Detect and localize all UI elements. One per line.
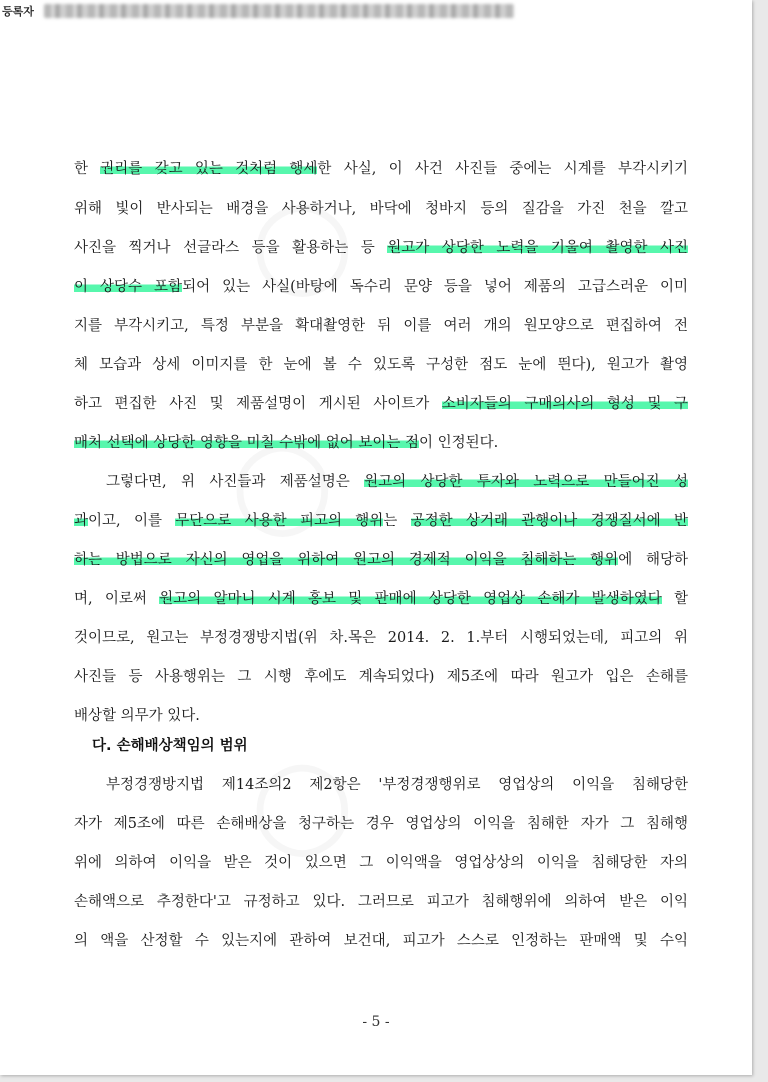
text-segment: 체 모습과 상세 이미지를 한 눈에 볼 수 있도록 구성한 점도 눈에 띈다), 원고가 촬영: [74, 357, 688, 373]
text-line: [74, 274, 688, 300]
text-line: [74, 313, 688, 339]
header-label: 등록자: [2, 5, 34, 18]
text-segment: 하고 편집한 사진 및 제품설명이 게시된 사이트가: [74, 396, 442, 412]
text-segment: 것이므로, 원고는 부정경쟁방지법(위 차.목은 2014. 2. 1.부터 시행되었는데, 피고의 위: [74, 630, 688, 646]
text-segment: 할: [661, 591, 688, 607]
text-segment: 이 인정된다.: [419, 435, 499, 451]
text-segment: 한 사실, 이 사건 사진들 중에는 시계를 부각시키기: [317, 161, 688, 177]
text-segment: 의 액을 산정할 수 있는지에 관하여 보건대, 피고가 스스로 인정하는 판매액 및 수익: [74, 933, 688, 949]
text-segment: 배상할 의무가 있다.: [74, 708, 200, 724]
text-segment: 손해액으로 추정한다'고 규정하고 있다. 그러므로 피고가 침해행위에 의하여 받은 이익: [74, 894, 688, 910]
text-segment: 그렇다면, 위 사진들과 제품설명은: [106, 474, 365, 490]
highlighted-text: 원고가 상당한 노력을 기울여 촬영한 사진: [387, 240, 688, 256]
highlighted-text: 과: [74, 513, 89, 529]
page-number: - 5 -: [362, 1014, 390, 1030]
highlighted-text: 권리를 갖고 있는 것처럼 행세: [100, 161, 318, 177]
highlighted-text: 무단으로 사용한 피고의 행위: [175, 513, 384, 529]
text-line: [74, 547, 688, 573]
text-segment: 지를 부각시키고, 특정 부분을 확대촬영한 뒤 이를 여러 개의 원모양으로 편집하여 전: [74, 318, 688, 334]
text-segment: 위에 의하여 이익을 받은 것이 있으면 그 이익액을 영업상상의 이익을 침해당한 자의: [74, 855, 688, 871]
text-segment: 사진들 등 사용행위는 그 시행 후에도 계속되었다) 제5조에 따라 원고가 입은 손해를: [74, 669, 688, 685]
text-segment: 이고, 이를: [88, 513, 176, 529]
text-line: [106, 772, 688, 798]
text-segment: 위해 빛이 반사되는 배경을 사용하거나, 바닥에 청바지 등의 질감을 가진 천을 깔고: [74, 201, 688, 217]
text-line: [74, 850, 688, 876]
text-segment: 자가 제5조에 따른 손해배상을 청구하는 경우 영업상의 이익을 침해한 자가 그 침해행: [74, 816, 688, 832]
text-line: [74, 156, 688, 182]
highlighted-text: 원고의 상당한 투자와 노력으로 만들어진 성: [364, 474, 688, 490]
highlighted-text: 이 상당수 포함: [74, 279, 183, 295]
text-segment: 는: [383, 513, 411, 529]
document-header: [0, 0, 560, 22]
text-line: [74, 352, 688, 378]
text-line: [74, 196, 688, 222]
highlighted-text: 하는 방법으로 자신의 영업을 위하여 원고의 경제적 이익을 침해하는 행위: [74, 552, 619, 568]
highlighted-text: 원고의 알마니 시계 홍보 및 판매에 상당한 영업상 손해가 발생하였다: [159, 591, 662, 607]
text-line: [74, 811, 688, 837]
text-segment: 한: [74, 161, 101, 177]
text-segment: 사진을 찍거나 선글라스 등을 활용하는 등: [74, 240, 388, 256]
highlighted-text: 매처 선택에 상당한 영향을 미칠 수밖에 없어 보이는 점: [74, 435, 420, 451]
text-segment: 며, 이로써: [74, 591, 160, 607]
text-segment: 되어 있는 사실(바탕에 독수리 문양 등을 넣어 제품의 고급스러운 이미: [182, 279, 688, 295]
highlighted-text: 공정한 상거래 관행이나 경쟁질서에 반: [410, 513, 688, 529]
text-line: [74, 703, 688, 729]
text-line: [74, 889, 688, 915]
text-line: [74, 928, 688, 954]
text-segment: 부정경쟁방지법 제14조의2 제2항은 '부정경쟁행위로 영업상의 이익을 침해당한: [106, 777, 688, 793]
highlighted-text: 소비자들의 구매의사의 형성 및 구: [441, 396, 688, 412]
text-segment: 에 해당하: [618, 552, 688, 568]
text-line: [74, 235, 688, 261]
text-line: [74, 586, 688, 612]
text-line: [74, 664, 688, 690]
text-line: [74, 625, 688, 651]
text-line: [74, 430, 688, 456]
redacted-header-text: [44, 4, 514, 18]
text-line: [74, 391, 688, 417]
text-line: [74, 508, 688, 534]
text-line: [106, 469, 688, 495]
section-heading: 다. 손해배상책임의 범위: [92, 738, 248, 754]
